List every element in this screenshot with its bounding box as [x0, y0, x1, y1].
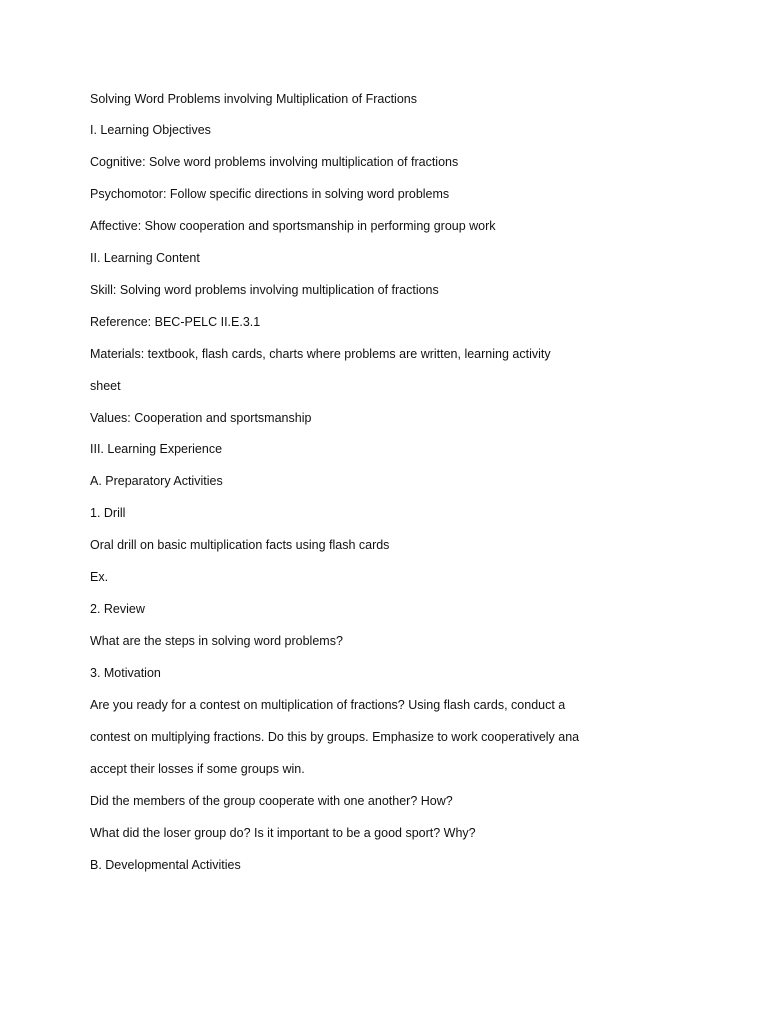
item-drill: 1. Drill: [90, 506, 126, 520]
content-values: Values: Cooperation and sportsmanship: [90, 411, 312, 425]
content-reference: Reference: BEC-PELC II.E.3.1: [90, 315, 261, 329]
item-review: 2. Review: [90, 602, 145, 616]
motivation-text-line-2: contest on multiplying fractions. Do this by groups. Emphasize to work cooperatively ana: [90, 730, 580, 744]
item-motivation: 3. Motivation: [90, 666, 161, 680]
motivation-text-line-3: accept their losses if some groups win.: [90, 762, 305, 776]
subsection-developmental-activities: B. Developmental Activities: [90, 858, 241, 872]
drill-example: Ex.: [90, 570, 109, 584]
section-heading-learning-objectives: I. Learning Objectives: [90, 123, 211, 137]
document-title: Solving Word Problems involving Multiplication of Fractions: [90, 92, 417, 106]
objective-cognitive: Cognitive: Solve word problems involving multiplication of fractions: [90, 155, 459, 169]
motivation-question-1: Did the members of the group cooperate with one another? How?: [90, 794, 453, 808]
content-skill: Skill: Solving word problems involving multiplication of fractions: [90, 283, 439, 297]
section-heading-learning-experience: III. Learning Experience: [90, 442, 223, 456]
subsection-preparatory-activities: A. Preparatory Activities: [90, 474, 223, 488]
content-materials: Materials: textbook, flash cards, charts where problems are written, learning activity: [90, 347, 551, 361]
drill-description: Oral drill on basic multiplication facts using flash cards: [90, 538, 390, 552]
review-question: What are the steps in solving word problems?: [90, 634, 343, 648]
motivation-text-line-1: Are you ready for a contest on multiplication of fractions? Using flash cards, conduct a: [90, 698, 566, 712]
section-heading-learning-content: II. Learning Content: [90, 251, 200, 265]
motivation-question-2: What did the loser group do? Is it important to be a good sport? Why?: [90, 826, 476, 840]
objective-affective: Affective: Show cooperation and sportsmanship in performing group work: [90, 219, 496, 233]
content-materials-continued: sheet: [90, 379, 121, 393]
objective-psychomotor: Psychomotor: Follow specific directions in solving word problems: [90, 187, 450, 201]
